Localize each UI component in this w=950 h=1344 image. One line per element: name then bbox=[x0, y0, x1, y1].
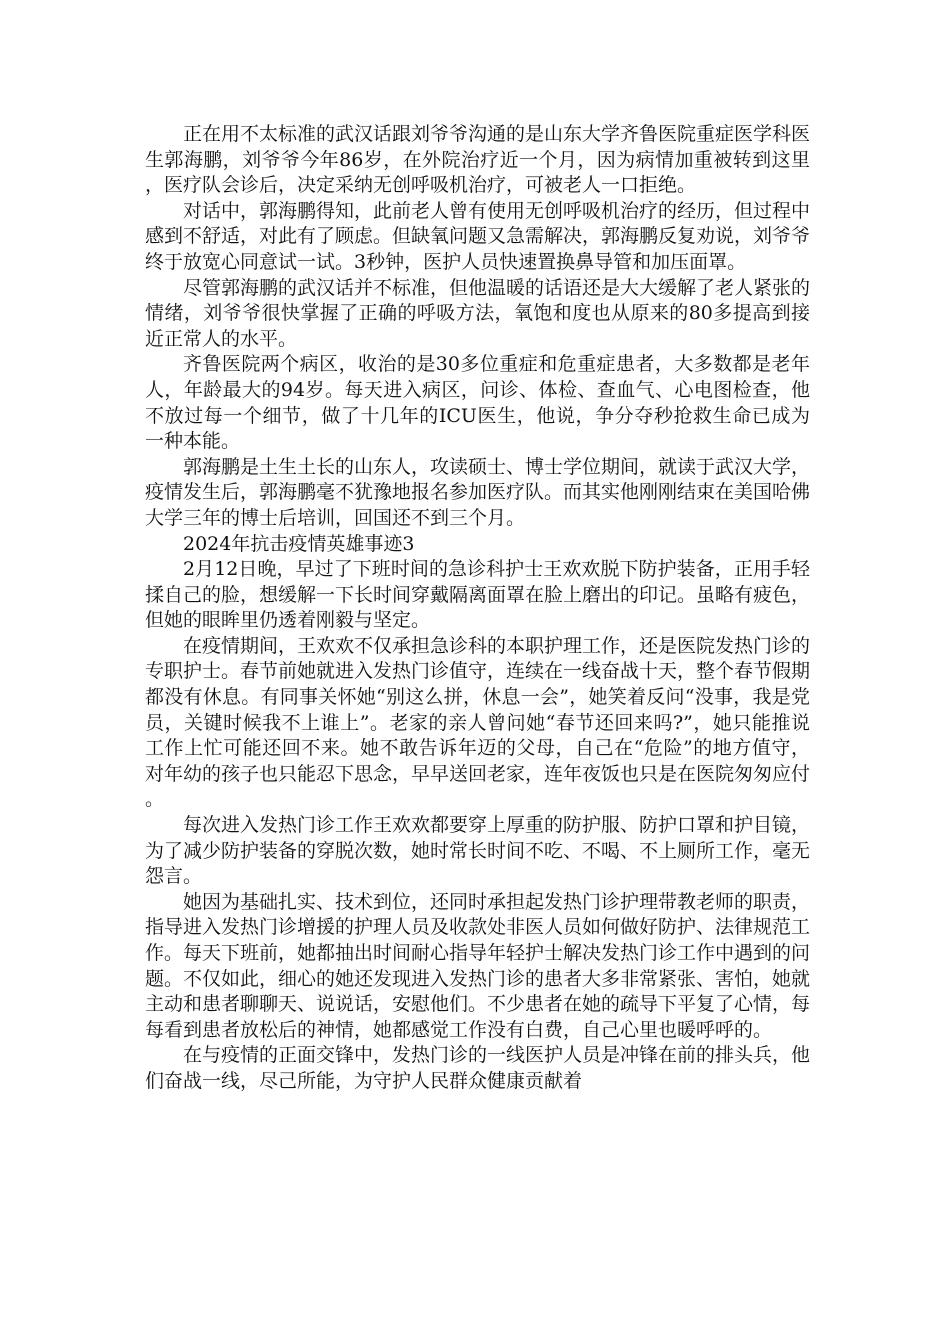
paragraph: 对话中，郭海鹏得知，此前老人曾有使用无创呼吸机治疗的经历，但过程中感到不舒适，对此有了顾虑。但缺氧问题又急需解决，郭海鹏反复劝说，刘爷爷终于放宽心同意试一试。3秒钟，医护人员快速置换鼻导管和加压面罩。 bbox=[145, 199, 811, 273]
paragraph: 在与疫情的正面交锋中，发热门诊的一线医护人员是冲锋在前的排头兵，他们奋战一线，尽己所能，为守护人民群众健康贡献着 bbox=[145, 1044, 811, 1092]
paragraph: 每次进入发热门诊工作王欢欢都要穿上厚重的防护服、防护口罩和护目镜，为了减少防护装备的穿脱次数，她时常长时间不吃、不喝、不上厕所工作，毫无怨言。 bbox=[145, 814, 811, 888]
paragraph: 她因为基础扎实、技术到位，还同时承担起发热门诊护理带教老师的职责，指导进入发热门诊增援的护理人员及收款处非医人员如何做好防护、法律规范工作。每天下班前，她都抽出时间耐心指导年轻护士解决发热门诊工作中遇到的问题。不仅如此，细心的她还发现进入发热门诊的患者大多非常紧张、害怕，她就主动和患者聊聊天、说说话，安慰他们。不少患者在她的疏导下平复了心情，每每看到患者放松后的神情，她都感觉工作没有白费，自己心里也暖呼呼的。 bbox=[145, 890, 811, 1041]
document-body bbox=[145, 122, 810, 1095]
paragraph: 在疫情期间，王欢欢不仅承担急诊科的本职护理工作，还是医院发热门诊的专职护士。春节前她就进入发热门诊值守，连续在一线奋战十天，整个春节假期都没有休息。有同事关怀她“别这么拼，休息一会”，她笑着反问“没事，我是党员，关键时候我不上谁上”。老家的亲人曾问她“春节还回来吗?”，她只能推说工作上忙可能还回不来。她不敢告诉年迈的父母，自己在“危险”的地方值守，对年幼的孩子也只能忍下思念，早早送回老家，连年夜饭也只是在医院匆匆应付。 bbox=[145, 634, 811, 811]
paragraph: 尽管郭海鹏的武汉话并不标准，但他温暖的话语还是大大缓解了老人紧张的情绪，刘爷爷很快掌握了正确的呼吸方法，氧饱和度也从原来的80多提高到接近正常人的水平。 bbox=[145, 276, 811, 350]
section-heading: 2024年抗击疫情英雄事迹3 bbox=[183, 532, 415, 555]
paragraph: 郭海鹏是土生土长的山东人，攻读硕士、博士学位期间，就读于武汉大学，疫情发生后，郭海鹏毫不犹豫地报名参加医疗队。而其实他刚刚结束在美国哈佛大学三年的博士后培训，回国还不到三个月。 bbox=[145, 455, 811, 529]
paragraph: 正在用不太标准的武汉话跟刘爷爷沟通的是山东大学齐鲁医院重症医学科医生郭海鹏，刘爷爷今年86岁，在外院治疗近一个月，因为病情加重被转到这里，医疗队会诊后，决定采纳无创呼吸机治疗，可被老人一口拒绝。 bbox=[145, 123, 811, 197]
paragraph: 2月12日晚，早过了下班时间的急诊科护士王欢欢脱下防护装备，正用手轻揉自己的脸，想缓解一下长时间穿戴隔离面罩在脸上磨出的印记。虽略有疲色，但她的眼眸里仍透着刚毅与坚定。 bbox=[145, 558, 811, 632]
paragraph: 齐鲁医院两个病区，收治的是30多位重症和危重症患者，大多数都是老年人，年龄最大的94岁。每天进入病区，问诊、体检、查血气、心电图检查，他不放过每一个细节，做了十几年的ICU医生，他说，争分夺秒抢救生命已成为一种本能。 bbox=[145, 353, 810, 453]
